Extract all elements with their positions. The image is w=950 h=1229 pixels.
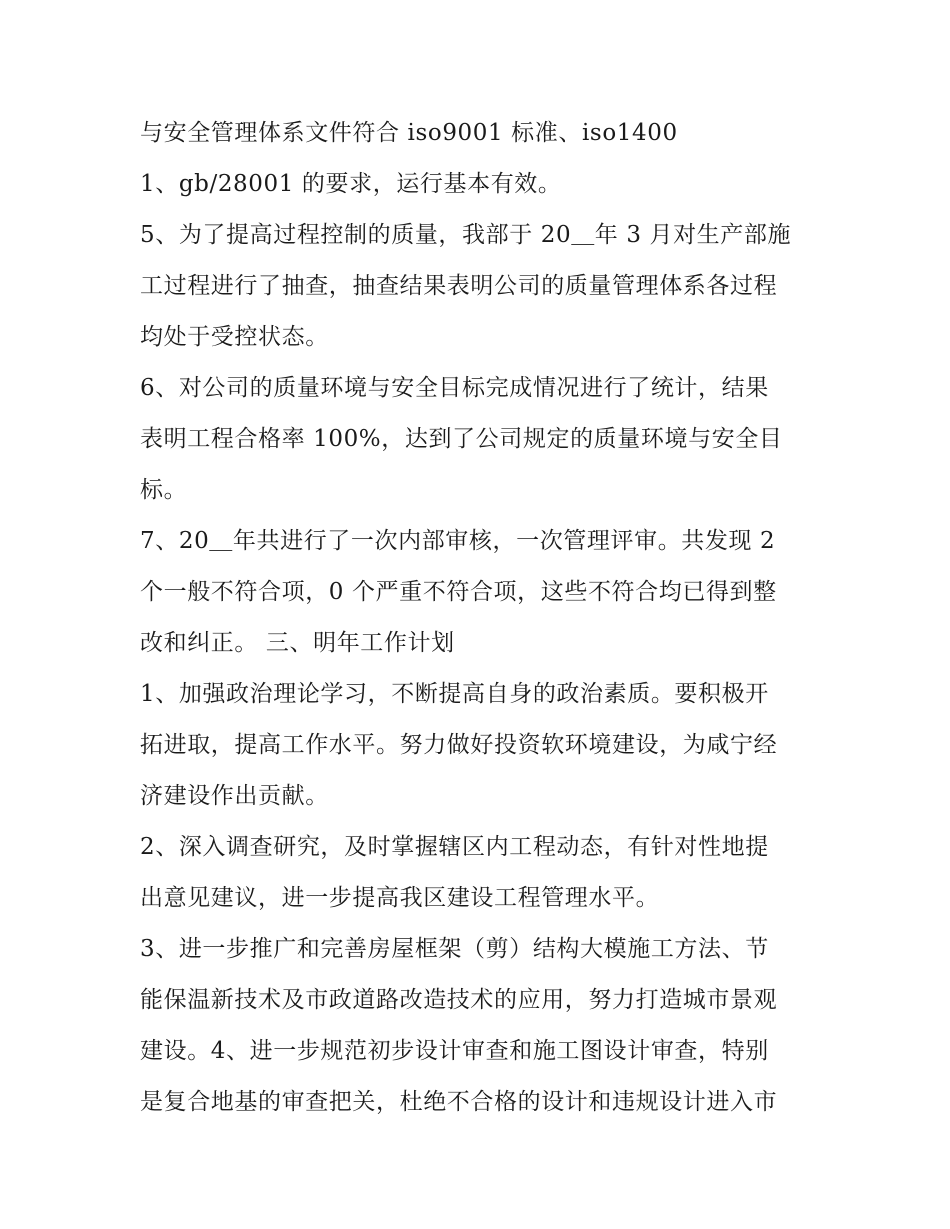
text-line: 拓进取，提高工作水平。努力做好投资软环境建设，为咸宁经 xyxy=(140,732,778,758)
text-line: 能保温新技术及市政道路改造技术的应用，努力打造城市景观 xyxy=(140,987,778,1013)
text-line: 3、进一步推广和完善房屋框架（剪）结构大模施工方法、节 xyxy=(140,936,769,962)
text-line: 1、加强政治理论学习，不断提高自身的政治素质。要积极开 xyxy=(140,681,769,707)
text-line: 个一般不符合项，0 个严重不符合项，这些不符合均已得到整 xyxy=(140,579,777,605)
text-line: 表明工程合格率 100%，达到了公司规定的质量环境与安全目 xyxy=(140,426,783,452)
text-line: 1、gb/28001 的要求，运行基本有效。 xyxy=(140,171,562,197)
text-line: 6、对公司的质量环境与安全目标完成情况进行了统计，结果 xyxy=(140,375,769,401)
text-line: 均处于受控状态。 xyxy=(140,324,329,350)
text-line: 工过程进行了抽查，抽查结果表明公司的质量管理体系各过程 xyxy=(140,273,778,299)
text-line: 是复合地基的审查把关，杜绝不合格的设计和违规设计进入市 xyxy=(140,1089,778,1115)
text-line: 出意见建议，进一步提高我区建设工程管理水平。 xyxy=(140,885,660,911)
text-line: 2、深入调查研究，及时掌握辖区内工程动态，有针对性地提 xyxy=(140,834,769,860)
text-line: 建设。4、进一步规范初步设计审查和施工图设计审查，特别 xyxy=(140,1038,769,1064)
text-line: 7、20＿年共进行了一次内部审核，一次管理评审。共发现 2 xyxy=(140,528,776,554)
document-body xyxy=(140,108,820,1128)
text-line: 与安全管理体系文件符合 iso9001 标准、iso1400 xyxy=(140,120,678,146)
text-line: 改和纠正。 三、明年工作计划 xyxy=(140,630,455,656)
text-line: 济建设作出贡献。 xyxy=(140,783,329,809)
text-line: 标。 xyxy=(140,477,188,503)
text-line: 5、为了提高过程控制的质量，我部于 20＿年 3 月对生产部施 xyxy=(140,222,792,248)
